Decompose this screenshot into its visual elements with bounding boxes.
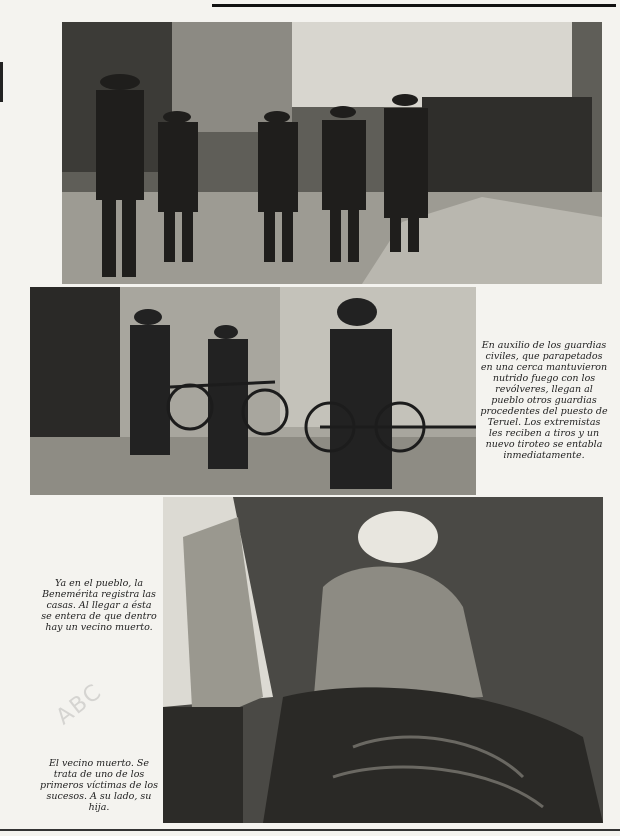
top-rule <box>212 4 616 7</box>
photo-guards-group <box>62 22 602 284</box>
left-margin-mark <box>0 62 3 102</box>
caption-house-search: Ya en el pueblo, la Benemérita registra las casas. Al llegar a ésta se entera de que dentro hay un vecino muerto. <box>41 578 157 633</box>
caption-dead-neighbor: El vecino muerto. Se trata de uno de los primeros víctimas de los sucesos. A su lado, su hija. <box>40 758 158 813</box>
abc-watermark: ABC <box>51 678 108 731</box>
caption-guards-reinforcements: En auxilio de los guardias civiles, que parapetados en una cerca mantuvieron nutrido fuego con los revólveres, llegan al pueblo otros guardias procedentes del puesto de Teruel. Los extremistas les reciben a tiros y un nuevo tiroteo se entabla inmediatamente. <box>480 340 608 461</box>
photo-guards-with-bicycles <box>30 287 476 495</box>
bottom-rule <box>0 829 620 831</box>
photo-dead-neighbor <box>163 497 603 823</box>
